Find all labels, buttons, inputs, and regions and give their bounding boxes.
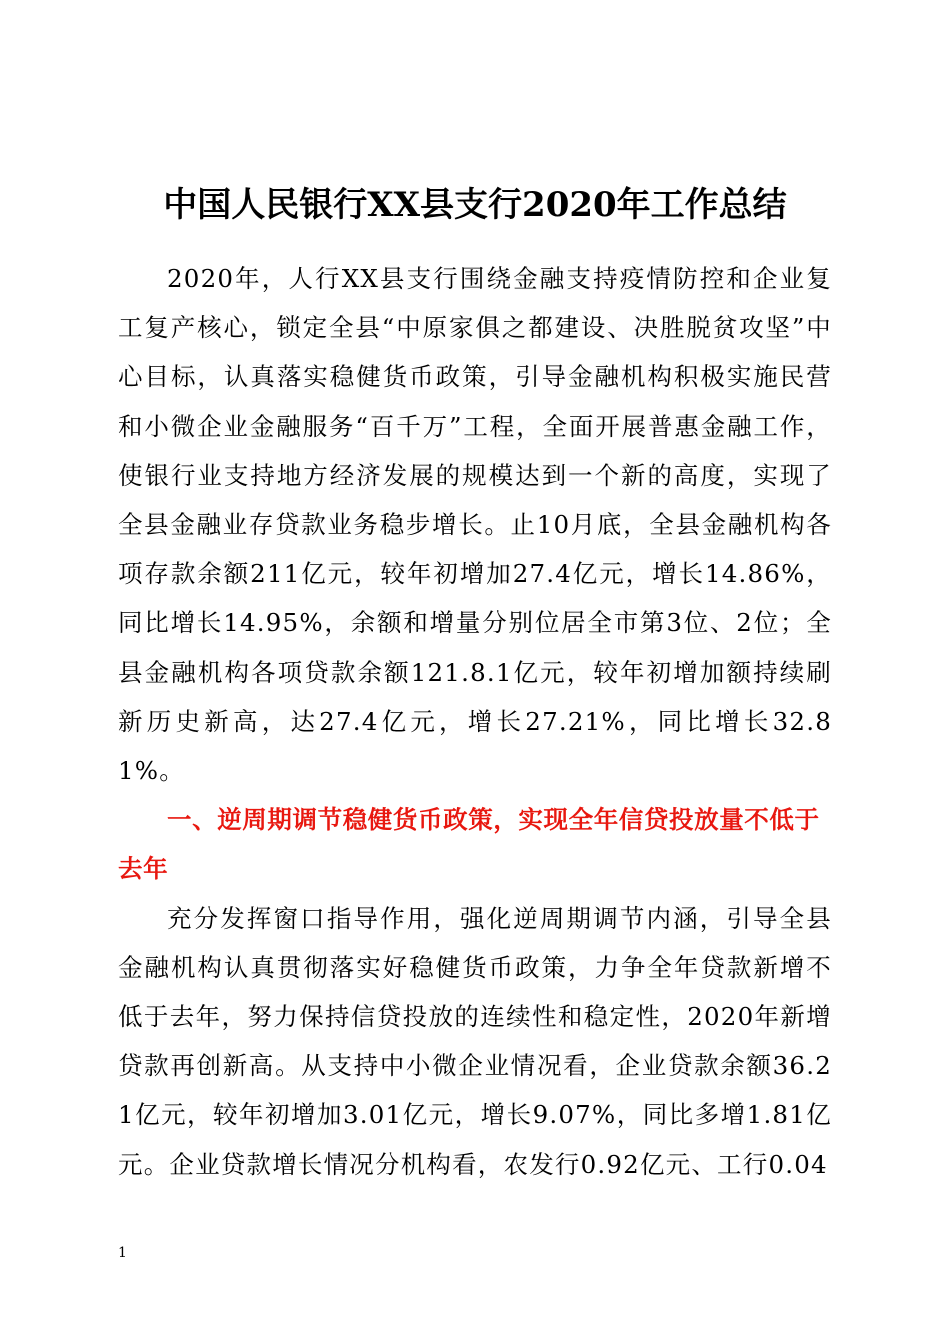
document-title: 中国人民银行XX县支行2020年工作总结: [163, 185, 787, 225]
page-number: 1: [118, 1245, 127, 1261]
intro-paragraph: 2020年，人行XX县支行围绕金融支持疫情防控和企业复工复产核心，锁定全县“中原家俱之都建设、决胜脱贫攻坚”中心目标，认真落实稳健货币政策，引导金融机构积极实施民营和小微企业金融服务“百千万”工程，全面开展普惠金融工作，使银行业支持地方经济发展的规模达到一个新的高度，实现了全县金融业存贷款业务稳步增长。止10月底，全县金融机构各项存款余额211亿元，较年初增加27.4亿元，增长14.86%，同比增长14.95%，余额和增量分别位居全市第3位、2位；全县金融机构各项贷款余额121.8.1亿元，较年初增加额持续刷新历史新高，达27.4亿元，增长27.21%，同比增长32.81%。: [118, 264, 832, 786]
document-body: [118, 254, 832, 1189]
section-paragraph: 充分发挥窗口指导作用，强化逆周期调节内涵，引导全县金融机构认真贯彻落实好稳健货币政策，力争全年贷款新增不低于去年，努力保持信贷投放的连续性和稳定性，2020年新增贷款再创新高。从支持中小微企业情况看，企业贷款余额36.21亿元，较年初增加3.01亿元，增长9.07%，同比多增1.81亿元。企业贷款增长情况分机构看，农发行0.92亿元、工行0.04: [118, 903, 832, 1179]
section-heading: 一、逆周期调节稳健货币政策，实现全年信贷投放量不低于去年: [118, 805, 820, 884]
